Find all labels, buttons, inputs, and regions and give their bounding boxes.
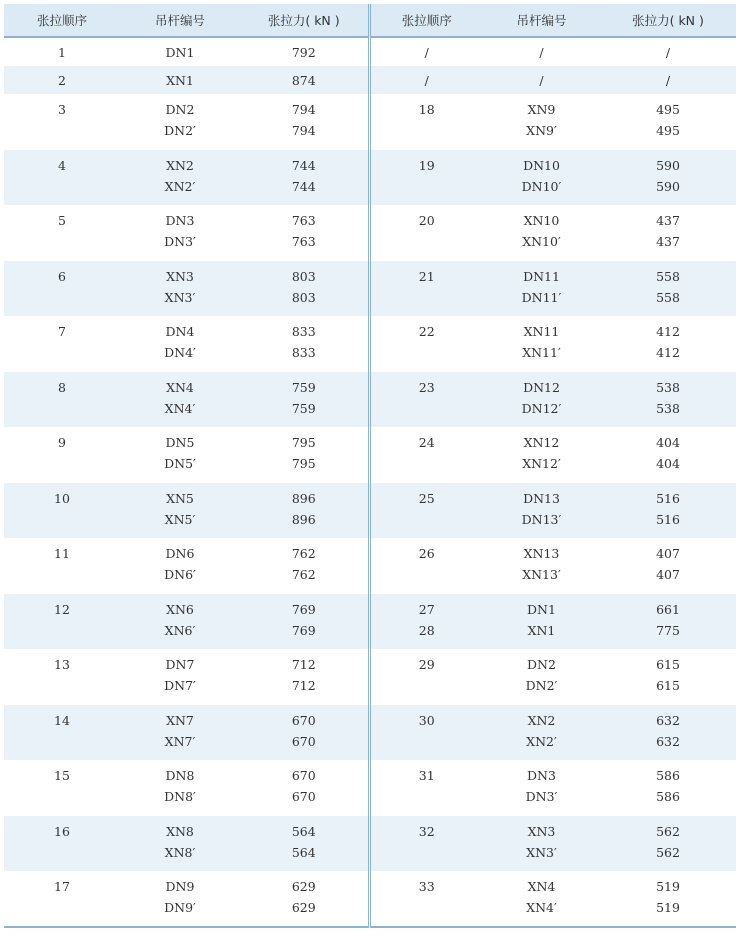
table-row [4, 649, 736, 705]
cell-id-right [483, 261, 600, 317]
cell-force-left-text: 896 [291, 511, 316, 527]
table-row [4, 871, 736, 927]
cell-force-right-text: 632 [656, 712, 680, 728]
cell-force-left [240, 316, 369, 372]
cell-force-left-text: 744 [291, 157, 316, 173]
cell-id-left [120, 372, 240, 428]
cell-seq-right-text: 31 [418, 768, 435, 783]
cell-seq-right [369, 66, 483, 94]
cell-id-right [483, 427, 600, 483]
cell-id-right [483, 760, 600, 816]
cell-force-right-text: 404 [656, 435, 680, 450]
cell-seq-left [4, 66, 120, 94]
cell-id-left [120, 760, 240, 816]
cell-id-left-text: DN4 [165, 324, 195, 339]
cell-id-right-text: DN11′ [521, 289, 562, 305]
cell-force-right-text: 590 [656, 157, 680, 173]
cell-force-right-text: / [665, 72, 671, 88]
cell-force-right [600, 66, 736, 94]
cell-force-right [600, 150, 736, 206]
cell-id-left [120, 261, 240, 317]
cell-force-left [240, 261, 369, 317]
cell-id-left-text: DN7′ [164, 678, 196, 693]
cell-id-right-text: XN9′ [526, 123, 557, 138]
cell-force-right-text: 632 [656, 733, 680, 749]
cell-id-left-text: DN9′ [164, 900, 196, 915]
cell-seq-left [4, 427, 120, 483]
cell-id-right-text: XN9 [527, 102, 556, 117]
cell-id-right-text: / [539, 72, 544, 88]
table-row [4, 37, 736, 66]
cell-seq-right [369, 372, 483, 428]
cell-force-right [600, 816, 736, 872]
cell-force-right-text: 516 [656, 490, 680, 506]
cell-id-left [120, 427, 240, 483]
cell-force-left-text: 769 [291, 601, 316, 617]
cell-seq-right [369, 427, 483, 483]
cell-seq-right [369, 483, 483, 539]
cell-force-left [240, 705, 369, 761]
cell-id-left [120, 483, 240, 539]
cell-seq-left-text: 15 [54, 768, 70, 783]
cell-force-left [240, 205, 369, 261]
cell-force-right-text: / [665, 44, 671, 60]
cell-id-left-text: XN2′ [164, 178, 196, 194]
header-seq-right: 张拉顺序 [369, 4, 483, 37]
cell-id-right-text: XN13′ [522, 567, 561, 582]
cell-force-right [600, 871, 736, 927]
cell-force-left [240, 483, 369, 539]
cell-seq-left-text: 8 [58, 379, 66, 395]
cell-force-right-text: 615 [656, 678, 680, 693]
cell-id-left-text: XN5 [166, 490, 194, 506]
cell-id-left [120, 705, 240, 761]
cell-id-right-text: DN2 [527, 657, 556, 672]
cell-id-right-text: / [539, 44, 544, 60]
cell-seq-left-text: 14 [54, 712, 70, 728]
cell-force-right [600, 205, 736, 261]
header-force-right: 张拉力( kN ) [600, 4, 736, 37]
cell-force-right-text: 519 [656, 900, 680, 915]
cell-force-left-text: 762 [291, 567, 316, 582]
table-body [4, 37, 736, 927]
cell-id-right-text: DN13′ [521, 511, 562, 527]
cell-id-left-text: DN2′ [164, 123, 196, 138]
cell-id-left-text: XN6′ [164, 622, 196, 638]
cell-force-right [600, 483, 736, 539]
cell-force-left [240, 372, 369, 428]
table-row [4, 594, 736, 650]
cell-seq-left-text: 7 [58, 324, 66, 339]
cell-force-left [240, 37, 369, 66]
cell-id-left-text: DN6′ [164, 567, 196, 582]
cell-id-right-text: XN3′ [526, 844, 557, 860]
cell-id-left-text: XN5′ [164, 511, 196, 527]
cell-force-right [600, 261, 736, 317]
cell-id-right-text: XN4′ [526, 900, 557, 915]
cell-id-left [120, 205, 240, 261]
cell-seq-left-text: 6 [58, 268, 66, 284]
cell-id-left-text: XN8 [166, 823, 194, 839]
cell-id-right [483, 66, 600, 94]
cell-seq-left-text: 17 [54, 879, 70, 894]
cell-seq-left-text: 3 [58, 102, 66, 117]
table-row [4, 261, 736, 317]
cell-force-left [240, 649, 369, 705]
cell-id-right [483, 816, 600, 872]
cell-force-right [600, 37, 736, 66]
cell-seq-right [369, 871, 483, 927]
cell-id-left-text: XN8′ [164, 844, 196, 860]
cell-seq-right-text: 23 [418, 379, 435, 395]
table-row [4, 372, 736, 428]
tension-table-container [4, 4, 736, 928]
cell-force-right-text: 516 [656, 511, 680, 527]
cell-id-right-text: XN13 [523, 546, 560, 561]
cell-force-left-text: 833 [291, 345, 316, 360]
cell-force-left-text: 759 [291, 400, 316, 416]
cell-id-left [120, 816, 240, 872]
cell-id-left-text: DN3 [165, 213, 195, 228]
cell-force-left [240, 538, 369, 594]
cell-force-left-text: 795 [291, 456, 316, 471]
cell-force-left-text: 744 [291, 178, 316, 194]
table-row [4, 760, 736, 816]
cell-id-right-text: XN1 [527, 622, 556, 638]
cell-id-left [120, 538, 240, 594]
table-row [4, 483, 736, 539]
cell-force-left-text: 670 [291, 789, 316, 804]
cell-seq-left [4, 816, 120, 872]
cell-seq-right [369, 594, 483, 650]
cell-seq-left [4, 205, 120, 261]
cell-force-left-text: 794 [291, 102, 316, 117]
cell-id-left-text: DN3′ [164, 234, 196, 249]
cell-force-right-text: 519 [656, 879, 680, 894]
cell-id-left [120, 94, 240, 150]
cell-force-left-text: 795 [291, 435, 316, 450]
cell-force-right-text: 495 [656, 102, 680, 117]
cell-id-left [120, 594, 240, 650]
cell-seq-left [4, 150, 120, 206]
cell-id-left-text: DN2 [165, 102, 195, 117]
table-row [4, 94, 736, 150]
cell-force-left-text: 629 [291, 879, 316, 894]
cell-force-right-text: 775 [656, 622, 680, 638]
cell-force-right-text: 437 [656, 234, 680, 249]
cell-id-left-text: XN6 [166, 601, 194, 617]
cell-force-right [600, 316, 736, 372]
cell-id-right-text: XN12′ [522, 456, 561, 471]
cell-id-right-text: XN11 [523, 324, 560, 339]
cell-force-left-text: 874 [291, 72, 316, 88]
cell-force-right [600, 760, 736, 816]
cell-force-right-text: 558 [656, 289, 680, 305]
cell-seq-right-text: 33 [418, 879, 435, 894]
header-id-left: 吊杆编号 [120, 4, 240, 37]
cell-id-left [120, 649, 240, 705]
cell-force-left-text: 670 [291, 733, 316, 749]
cell-seq-left-text: 10 [54, 490, 70, 506]
cell-id-left-text: XN3′ [164, 289, 196, 305]
cell-force-left [240, 94, 369, 150]
cell-seq-right [369, 816, 483, 872]
cell-id-right [483, 483, 600, 539]
cell-force-right [600, 94, 736, 150]
cell-force-right-text: 412 [656, 345, 680, 360]
table-row [4, 66, 736, 94]
cell-id-left-text: XN1 [166, 72, 194, 88]
cell-id-right-text: DN10′ [521, 178, 562, 194]
cell-id-right [483, 205, 600, 261]
header-seq-left: 张拉顺序 [4, 4, 120, 37]
cell-force-left-text: 564 [291, 844, 316, 860]
cell-seq-right-text: 19 [418, 157, 435, 173]
cell-seq-left-text: 13 [54, 657, 70, 672]
cell-force-left-text: 564 [291, 823, 316, 839]
cell-seq-left-text: 4 [58, 157, 66, 173]
cell-id-left [120, 150, 240, 206]
cell-force-right [600, 594, 736, 650]
cell-seq-right-text: 21 [418, 268, 435, 284]
cell-seq-left-text: 16 [54, 823, 70, 839]
table-row [4, 316, 736, 372]
table-row [4, 150, 736, 206]
cell-id-left-text: XN3 [166, 268, 194, 284]
cell-force-right [600, 705, 736, 761]
cell-seq-right-text: 22 [418, 324, 435, 339]
cell-id-left-text: DN5′ [164, 456, 196, 471]
cell-id-right [483, 538, 600, 594]
cell-id-right [483, 94, 600, 150]
cell-force-right [600, 649, 736, 705]
cell-seq-left-text: 1 [58, 44, 66, 60]
cell-id-right-text: DN11 [523, 268, 560, 284]
cell-id-left-text: DN1 [165, 44, 195, 60]
cell-force-right-text: 407 [656, 567, 680, 582]
cell-id-left [120, 66, 240, 94]
cell-seq-left [4, 649, 120, 705]
cell-force-right-text: 495 [656, 123, 680, 138]
cell-force-left [240, 871, 369, 927]
table-row [4, 205, 736, 261]
cell-id-right-text: DN10 [523, 157, 560, 173]
cell-force-left [240, 816, 369, 872]
cell-force-left [240, 760, 369, 816]
table-row [4, 705, 736, 761]
cell-id-left-text: DN9 [165, 879, 195, 894]
cell-id-right [483, 316, 600, 372]
cell-seq-left [4, 316, 120, 372]
cell-id-left-text: XN7 [166, 712, 194, 728]
cell-force-right-text: 590 [656, 178, 680, 194]
cell-seq-left [4, 538, 120, 594]
cell-force-left-text: 763 [291, 213, 316, 228]
cell-force-right-text: 404 [656, 456, 680, 471]
cell-id-left-text: DN4′ [164, 345, 196, 360]
cell-id-right-text: DN3 [527, 768, 556, 783]
cell-force-left-text: 670 [291, 712, 316, 728]
table-row [4, 538, 736, 594]
table-row [4, 816, 736, 872]
cell-force-left [240, 150, 369, 206]
cell-seq-left [4, 760, 120, 816]
cell-seq-left [4, 871, 120, 927]
cell-id-left [120, 871, 240, 927]
cell-force-left-text: 629 [291, 900, 316, 915]
cell-force-right-text: 407 [656, 546, 680, 561]
cell-seq-left [4, 37, 120, 66]
cell-force-right-text: 437 [656, 213, 680, 228]
cell-id-right [483, 649, 600, 705]
cell-force-right [600, 427, 736, 483]
cell-force-left-text: 712 [291, 678, 316, 693]
cell-seq-right [369, 94, 483, 150]
cell-seq-right [369, 316, 483, 372]
cell-force-left-text: 762 [291, 546, 316, 561]
cell-id-left-text: DN7 [165, 657, 195, 672]
tension-sequence-table [4, 4, 736, 928]
cell-force-left [240, 427, 369, 483]
cell-force-left-text: 769 [291, 622, 316, 638]
cell-seq-right [369, 705, 483, 761]
cell-seq-right-text: 32 [418, 823, 435, 839]
cell-force-right-text: 586 [656, 768, 680, 783]
cell-id-left [120, 37, 240, 66]
cell-id-right-text: XN4 [527, 879, 556, 894]
cell-id-right-text: DN3′ [525, 789, 558, 804]
cell-id-left-text: XN7′ [164, 733, 196, 749]
cell-id-right-text: XN10′ [522, 234, 561, 249]
cell-seq-right-text: 28 [418, 622, 435, 638]
cell-force-left-text: 763 [291, 234, 316, 249]
cell-id-right [483, 150, 600, 206]
cell-id-left-text: DN6 [165, 546, 195, 561]
cell-force-right-text: 661 [656, 601, 680, 617]
cell-seq-left-text: 5 [58, 213, 66, 228]
cell-force-left-text: 833 [291, 324, 316, 339]
table-header-row [4, 4, 736, 37]
cell-seq-left [4, 94, 120, 150]
cell-seq-left [4, 261, 120, 317]
cell-id-right [483, 705, 600, 761]
cell-seq-right-text: 26 [418, 546, 435, 561]
cell-seq-right-text: 25 [418, 490, 435, 506]
cell-id-left-text: DN8′ [164, 789, 196, 804]
cell-force-left [240, 66, 369, 94]
cell-force-right-text: 586 [656, 789, 680, 804]
cell-id-right-text: DN12′ [521, 400, 562, 416]
cell-force-right [600, 372, 736, 428]
cell-force-right-text: 538 [656, 400, 680, 416]
cell-seq-left-text: 12 [54, 601, 70, 617]
cell-id-right-text: XN10 [523, 213, 560, 228]
cell-id-left [120, 316, 240, 372]
header-id-right: 吊杆编号 [483, 4, 600, 37]
cell-id-right-text: XN12 [523, 435, 560, 450]
cell-seq-left [4, 483, 120, 539]
cell-id-right-text: DN13 [523, 490, 560, 506]
cell-seq-right-text: / [424, 44, 429, 60]
cell-seq-right-text: / [424, 72, 429, 88]
cell-force-right-text: 412 [656, 324, 680, 339]
header-force-left: 张拉力( kN ) [240, 4, 369, 37]
cell-id-left-text: XN4′ [164, 400, 196, 416]
cell-id-right [483, 871, 600, 927]
cell-id-right-text: DN2′ [525, 678, 558, 693]
cell-id-right [483, 372, 600, 428]
cell-force-right-text: 538 [656, 379, 680, 395]
cell-id-left-text: XN4 [166, 379, 194, 395]
cell-force-left-text: 712 [291, 657, 316, 672]
cell-id-right-text: XN2′ [526, 733, 557, 749]
cell-seq-right [369, 760, 483, 816]
cell-seq-left-text: 11 [54, 546, 70, 561]
cell-seq-left [4, 594, 120, 650]
cell-force-left-text: 794 [291, 123, 316, 138]
cell-force-right-text: 615 [656, 657, 680, 672]
cell-id-right-text: DN1 [527, 601, 556, 617]
table-row [4, 427, 736, 483]
cell-id-left-text: DN5 [165, 435, 195, 450]
cell-force-right-text: 562 [656, 823, 680, 839]
cell-force-left-text: 670 [291, 768, 316, 783]
cell-force-right-text: 562 [656, 844, 680, 860]
cell-seq-right-text: 20 [418, 213, 435, 228]
cell-seq-right [369, 37, 483, 66]
cell-seq-right-text: 24 [418, 435, 435, 450]
cell-force-right-text: 558 [656, 268, 680, 284]
cell-force-left-text: 803 [291, 289, 316, 305]
cell-force-left-text: 759 [291, 379, 316, 395]
cell-id-right [483, 37, 600, 66]
cell-seq-left [4, 372, 120, 428]
cell-seq-right [369, 261, 483, 317]
cell-force-left-text: 792 [291, 44, 316, 60]
cell-force-left-text: 803 [291, 268, 316, 284]
cell-id-right-text: XN11′ [522, 345, 561, 360]
cell-id-right-text: DN12 [523, 379, 560, 395]
cell-seq-right-text: 18 [418, 102, 435, 117]
cell-seq-right [369, 205, 483, 261]
cell-force-right [600, 538, 736, 594]
cell-seq-right [369, 538, 483, 594]
cell-seq-left-text: 2 [58, 72, 66, 88]
cell-seq-right [369, 150, 483, 206]
cell-id-left-text: XN2 [166, 157, 194, 173]
cell-id-left-text: DN8 [165, 768, 195, 783]
cell-id-right-text: XN3 [527, 823, 556, 839]
cell-force-left-text: 896 [291, 490, 316, 506]
cell-id-right [483, 594, 600, 650]
cell-seq-right-text: 29 [418, 657, 435, 672]
cell-seq-left-text: 9 [58, 435, 66, 450]
cell-seq-right-text: 27 [418, 601, 435, 617]
cell-force-left [240, 594, 369, 650]
cell-id-right-text: XN2 [527, 712, 556, 728]
cell-seq-right [369, 649, 483, 705]
cell-seq-right-text: 30 [418, 712, 435, 728]
cell-seq-left [4, 705, 120, 761]
